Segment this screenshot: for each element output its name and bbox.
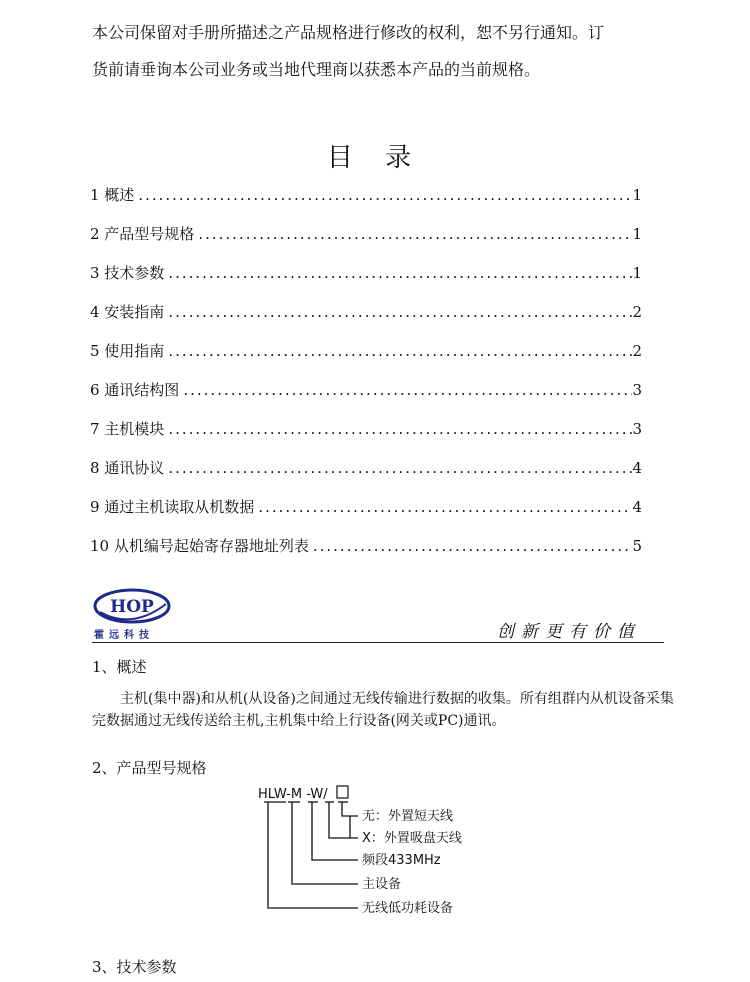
option-x: X：外置吸盘天线: [362, 831, 462, 846]
toc-leader: [134, 186, 632, 204]
toc-item-page: 4: [632, 459, 642, 477]
toc-leader: [254, 498, 632, 516]
toc-item-tech-params[interactable]: [90, 262, 642, 284]
toc-leader: [164, 303, 632, 321]
option-band: 频段433MHz: [362, 853, 441, 868]
toc-item-page: 3: [632, 420, 642, 438]
toc-leader: [194, 225, 632, 243]
option-box: [337, 786, 348, 798]
option-none: 无：外置短天线: [362, 809, 454, 824]
toc-item-page: 3: [632, 381, 642, 399]
toc-item-label: 9 通过主机读取从机数据: [90, 498, 255, 516]
toc-item-install[interactable]: [90, 301, 642, 323]
logo-text: HOP: [110, 597, 154, 617]
toc-leader: [164, 459, 632, 477]
option-master: 主设备: [362, 877, 402, 892]
hop-logo: [92, 586, 172, 626]
toc-item-label: 4 安装指南: [90, 303, 165, 321]
toc-item-label: 2 产品型号规格: [90, 225, 195, 243]
toc-item-register-list[interactable]: [90, 535, 642, 557]
toc-item-page: 4: [632, 498, 642, 516]
section-2-heading: 2、产品型号规格: [92, 759, 207, 777]
toc-item-protocol[interactable]: [90, 457, 642, 479]
toc-item-label: 7 主机模块: [90, 420, 165, 438]
slogan: 创新更有价值: [497, 622, 641, 642]
toc-title: 目 录: [326, 143, 424, 173]
toc-item-usage[interactable]: [90, 340, 642, 362]
toc-item-master-module[interactable]: [90, 418, 642, 440]
section-3-heading: 3、技术参数: [92, 958, 177, 976]
toc-item-label: 10 从机编号起始寄存器地址列表: [90, 537, 309, 555]
header-rule: [92, 642, 664, 643]
toc-leader: [164, 342, 632, 360]
section-1-body: 主机(集中器)和从机(从设备)之间通过无线传输进行数据的收集。所有组群内从机设备采集完数据通过无线传送给主机,主机集中给上行设备(网关或PC)通讯。: [92, 691, 674, 729]
toc-item-page: 2: [632, 342, 642, 360]
toc-item-page: 1: [632, 225, 642, 243]
toc-item-read-slave[interactable]: [90, 496, 642, 518]
toc-leader: [164, 264, 632, 282]
toc-leader: [164, 420, 632, 438]
toc-item-label: 5 使用指南: [90, 342, 165, 360]
toc-item-model[interactable]: [90, 223, 642, 245]
toc-leader: [309, 537, 633, 555]
section-1-heading: 1、概述: [92, 658, 147, 676]
toc-item-label: 1 概述: [90, 186, 135, 204]
toc-item-overview[interactable]: [90, 184, 642, 206]
notice-line-2: 货前请垂询本公司业务或当地代理商以获悉本产品的当前规格。: [92, 60, 541, 79]
option-type: 无线低功耗设备: [362, 901, 454, 916]
company-name: 霍远科技: [94, 630, 154, 641]
model-code-diagram: [250, 780, 550, 920]
toc-item-page: 1: [632, 264, 642, 282]
toc-leader: [179, 381, 632, 399]
toc-item-label: 6 通讯结构图: [90, 381, 180, 399]
notice-text: [92, 14, 672, 88]
toc-item-page: 1: [632, 186, 642, 204]
notice-line-1: 本公司保留对手册所描述之产品规格进行修改的权利，恕不另行通知。订: [92, 23, 605, 42]
toc-item-page: 2: [632, 303, 642, 321]
toc-item-comm-structure[interactable]: [90, 379, 642, 401]
toc-item-page: 5: [632, 537, 642, 555]
model-code: HLW-M -W/: [258, 787, 328, 802]
toc-item-label: 8 通讯协议: [90, 459, 165, 477]
toc-item-label: 3 技术参数: [90, 264, 165, 282]
